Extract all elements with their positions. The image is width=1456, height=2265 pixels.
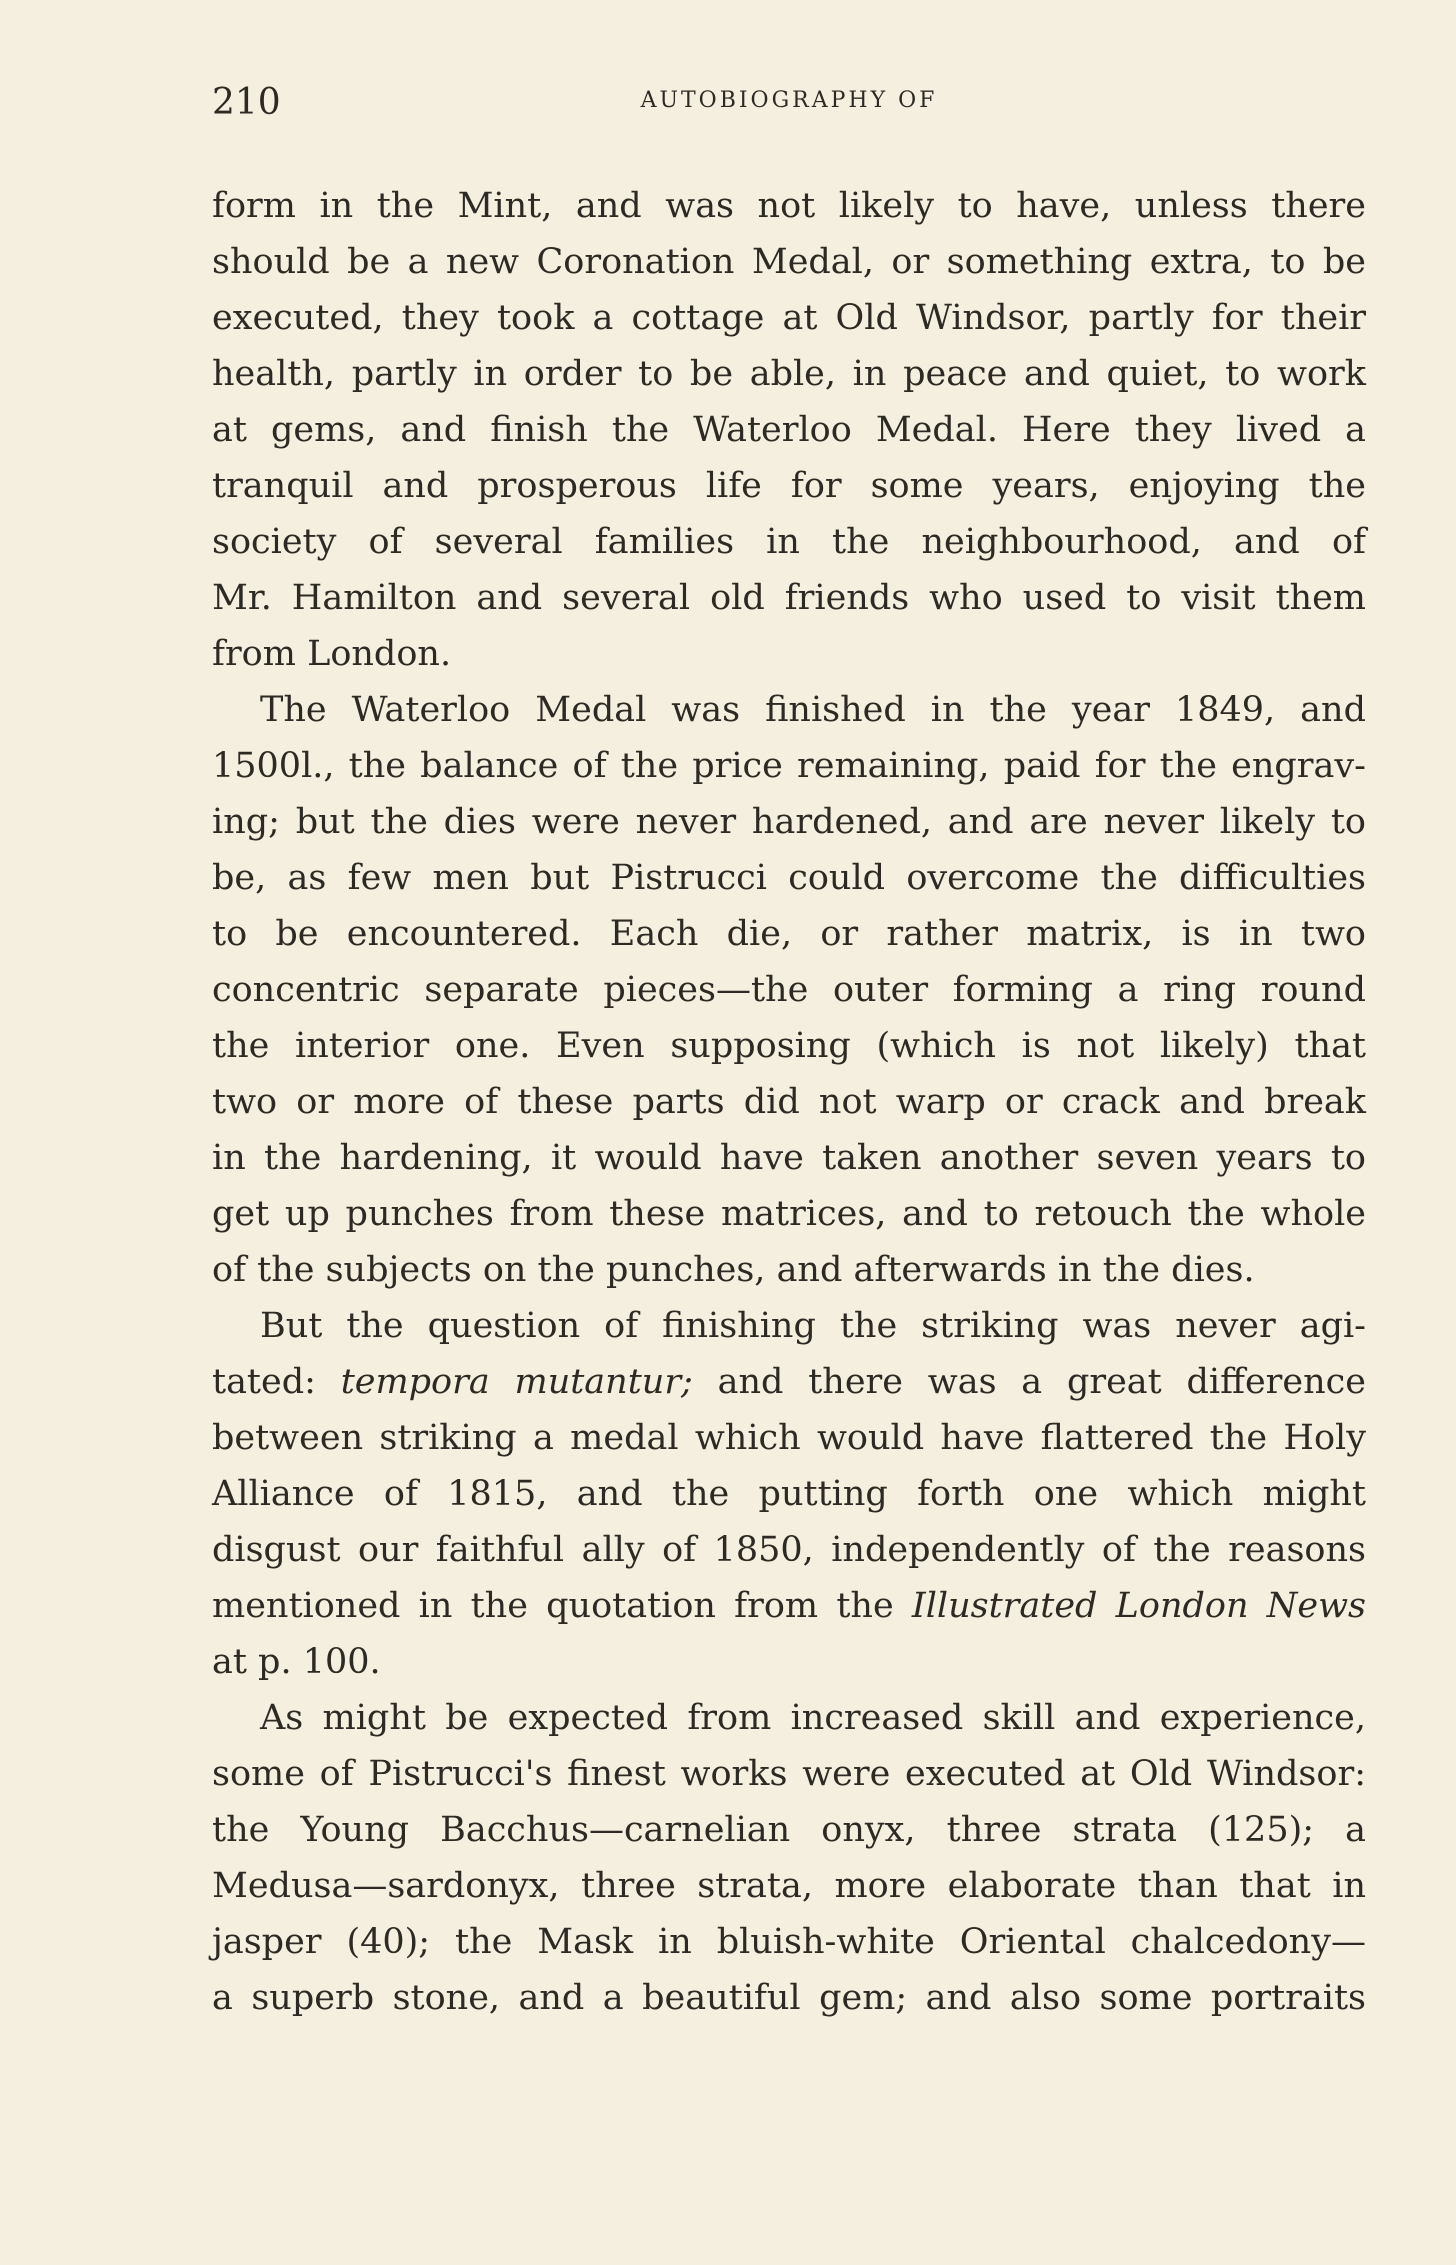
text-line: the Young Bacchus—carnelian onyx, three strata (125); a <box>212 1810 1366 1850</box>
text-line: Alliance of 1815, and the putting forth one which might <box>212 1474 1366 1514</box>
text-line: the interior one. Even supposing (which is not likely) that <box>212 1026 1366 1066</box>
text-line: ing; but the dies were never hardened, and are never likely to <box>212 802 1366 842</box>
text-line: should be a new Coronation Medal, or something extra, to be <box>212 242 1366 282</box>
text-line: get up punches from these matrices, and to retouch the whole <box>212 1194 1366 1234</box>
text-line: some of Pistrucci's finest works were executed at Old Windsor: <box>212 1754 1366 1794</box>
text-line: executed, they took a cottage at Old Windsor, partly for their <box>212 298 1366 338</box>
running-head: AUTOBIOGRAPHY OF <box>640 88 938 113</box>
paragraph-end-line: at p. 100. <box>212 1642 381 1682</box>
text-line: concentric separate pieces—the outer forming a ring round <box>212 970 1366 1010</box>
paragraph-end-line: of the subjects on the punches, and afterwards in the dies. <box>212 1250 1255 1290</box>
text-line <box>212 1354 1366 1410</box>
latin-phrase: tempora mutantur; <box>340 1362 693 1402</box>
text-line: at gems, and finish the Waterloo Medal. Here they lived a <box>212 410 1366 450</box>
text-line: jasper (40); the Mask in bluish-white Oriental chalcedony— <box>212 1922 1366 1962</box>
paragraph-first-line: But the question of finishing the striking was never agi- <box>260 1306 1366 1346</box>
text-line: Medusa—sardonyx, three strata, more elaborate than that in <box>212 1866 1366 1906</box>
text-line: between striking a medal which would have flattered the Holy <box>212 1418 1366 1458</box>
text-line: tranquil and prosperous life for some years, enjoying the <box>212 466 1366 506</box>
paragraph-end-line: from London. <box>212 634 452 674</box>
line-text: and there was a great difference <box>692 1362 1366 1402</box>
paragraph-first-line: The Waterloo Medal was finished in the year 1849, and <box>260 690 1366 730</box>
paragraph-first-line: As might be expected from increased skill and experience, <box>260 1698 1366 1738</box>
body-text <box>212 178 1366 2026</box>
line-text: mentioned in the quotation from the <box>212 1586 912 1626</box>
text-line: health, partly in order to be able, in peace and quiet, to work <box>212 354 1366 394</box>
text-line: 1500l., the balance of the price remaining, paid for the engrav- <box>212 746 1366 786</box>
text-line: disgust our faithful ally of 1850, independently of the reasons <box>212 1530 1366 1570</box>
text-line: in the hardening, it would have taken another seven years to <box>212 1138 1366 1178</box>
line-text: tated: <box>212 1362 341 1402</box>
text-line: a superb stone, and a beautiful gem; and also some portraits <box>212 1978 1366 2018</box>
text-line: to be encountered. Each die, or rather matrix, is in two <box>212 914 1366 954</box>
text-line <box>212 1578 1366 1634</box>
text-line: society of several families in the neighbourhood, and of <box>212 522 1366 562</box>
text-line: two or more of these parts did not warp or crack and break <box>212 1082 1366 1122</box>
text-line: form in the Mint, and was not likely to have, unless there <box>212 186 1366 226</box>
page-header <box>212 76 1366 130</box>
publication-title: Illustrated London News <box>911 1586 1366 1626</box>
page-number: 210 <box>212 82 281 123</box>
text-line: be, as few men but Pistrucci could overcome the difficulties <box>212 858 1366 898</box>
text-line: Mr. Hamilton and several old friends who used to visit them <box>212 578 1366 618</box>
